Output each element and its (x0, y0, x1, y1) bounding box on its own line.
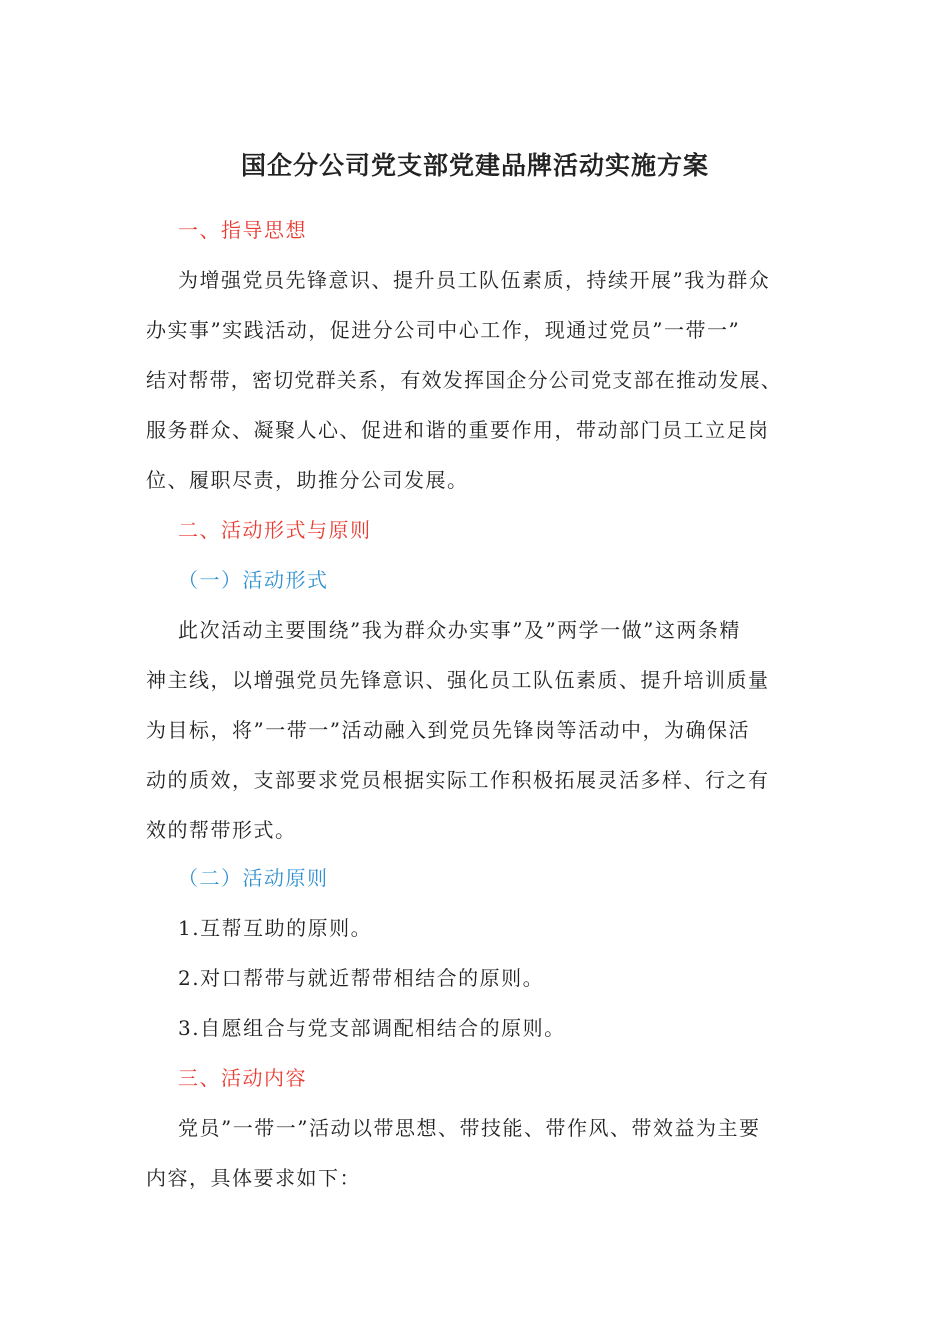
section-heading-activity-form-and-principles: 二、活动形式与原则 (178, 518, 372, 542)
subsection-heading-activity-form: （一）活动形式 (178, 568, 329, 592)
paragraph-line: 党员”一带一”活动以带思想、带技能、带作风、带效益为主要 (178, 1116, 761, 1140)
list-item: 1.互帮互助的原则。 (178, 916, 373, 940)
paragraph-line: 办实事”实践活动，促进分公司中心工作，现通过党员”一带一” (146, 318, 741, 342)
document-title: 国企分公司党支部党建品牌活动实施方案 (240, 151, 709, 180)
paragraph-line: 内容，具体要求如下： (146, 1166, 361, 1190)
paragraph-line: 为增强党员先锋意识、提升员工队伍素质，持续开展”我为群众 (178, 268, 771, 292)
paragraph-line: 神主线，以增强党员先锋意识、强化员工队伍素质、提升培训质量 (146, 668, 770, 692)
list-item: 3.自愿组合与党支部调配相结合的原则。 (178, 1016, 566, 1040)
section-heading-guiding-thought: 一、指导思想 (178, 218, 307, 242)
subsection-heading-activity-principles: （二）活动原则 (178, 866, 329, 890)
paragraph-line: 此次活动主要围绕”我为群众办实事”及”两学一做”这两条精 (178, 618, 741, 642)
section-heading-activity-content: 三、活动内容 (178, 1066, 307, 1090)
paragraph-line: 为目标，将”一带一”活动融入到党员先锋岗等活动中，为确保活 (146, 718, 750, 742)
paragraph-line: 位、履职尽责，助推分公司发展。 (146, 468, 469, 492)
paragraph-line: 效的帮带形式。 (146, 818, 297, 842)
paragraph-line: 动的质效，支部要求党员根据实际工作积极拓展灵活多样、行之有 (146, 768, 770, 792)
paragraph-line: 结对帮带，密切党群关系，有效发挥国企分公司党支部在推动发展、 (146, 368, 782, 392)
paragraph-line: 服务群众、凝聚人心、促进和谐的重要作用，带动部门员工立足岗 (146, 418, 770, 442)
list-item: 2.对口帮带与就近帮带相结合的原则。 (178, 966, 545, 990)
